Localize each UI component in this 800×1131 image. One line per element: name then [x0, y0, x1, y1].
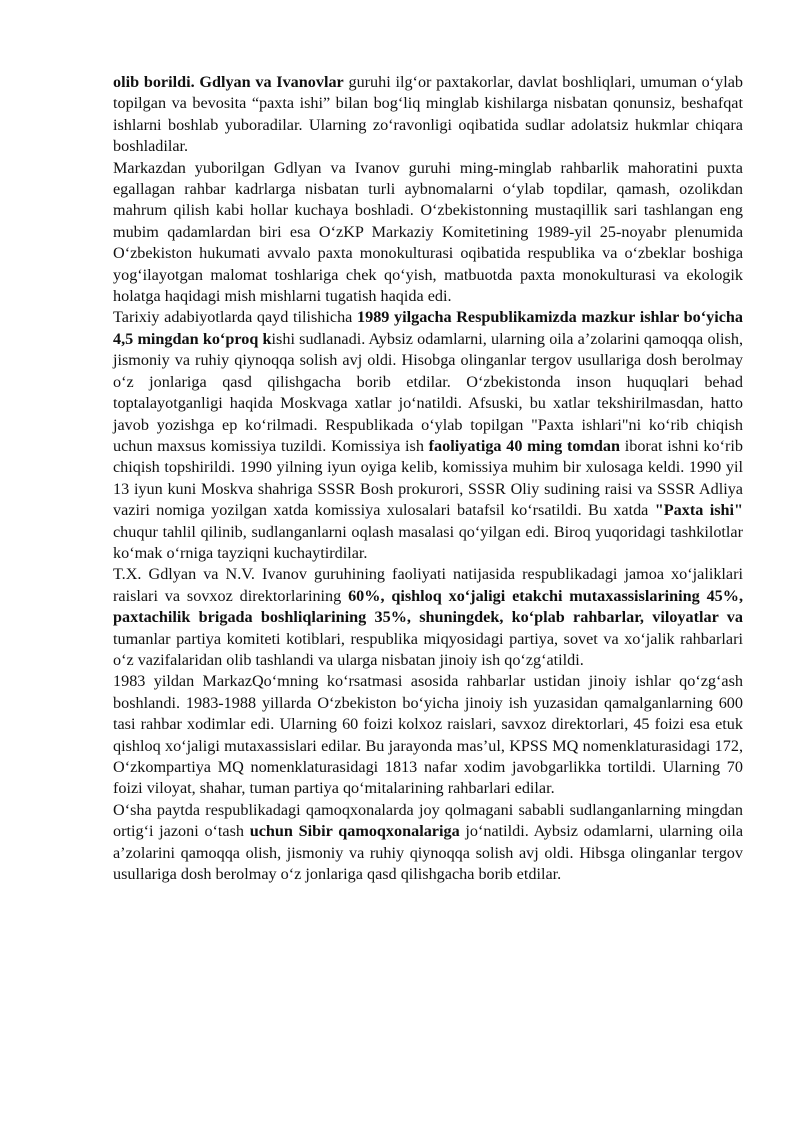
paragraph-5-text-1: 1983 yildan MarkazQo‘mning ko‘rsatmasi asosida rahbarlar ustidan jinoiy ishlar qo‘zg‘ash boshlandi. 1983-1988 yillarda O‘zbekiston bo‘yicha jinoiy ish yuzasidan qamalganlarning 600 tasi rahbar xodimlar edi. Ularning 60 foizi kolxoz raislari, savxoz direktorlari, 45 foizi esa etuk qishloq xo‘jaligi mutaxassislari edilar. Bu jarayonda mas’ul, KPSS MQ nomenklaturasidagi 172, O‘zkompartiya MQ nomenklaturasidagi 1813 nafar xodim javobgarlikka tortildi. Ularning 70 foizi viloyat, shahar, tuman partiya qo‘mitalarining rahbarlari edilar.	[113, 672, 743, 798]
paragraph-3-bold-3: "Paxta ishi"	[654, 501, 743, 520]
paragraph-2-text-1: Markazdan yuborilgan Gdlyan va Ivanov guruhi ming-minglab rahbarlik mahoratini puxta egallagan rahbar kadrlarga nisbatan turli aybnomalarni o‘ylab topdilar, qamash, ozolikdan mahrum qilish kabi hollar kuchaya boshladi. O‘zbekistonning mustaqillik sari tashlangan eng mubim qadamlardan biri esa O‘zKP Markaziy Komitetining 1989-yil 25-noyabr plenumida O‘zbekiston hukumati avvalo paxta monokulturasi oqibatida respublika va o‘zbeklar boshiga yog‘ilayotgan malomat toshlariga chek qo‘yish, matbuotda paxta monokulturasi va ekologik holatga haqidagi mish mishlarni tugatish haqida edi.	[113, 158, 743, 306]
paragraph-4	[113, 564, 743, 671]
paragraph-1-text-1: guruhi ilg‘or paxtakorlar, davlat boshliqlari, umuman o‘ylab topilgan va bevosita “paxta ishi” bilan bog‘liq minglab kishilarga nisbatan qonunsiz, beshafqat ishlarni boshlab yuboradilar. Ularning zo‘ravonligi oqibatida sudlar adolatsiz hukmlar chiqara boshladilar.	[113, 73, 744, 156]
paragraph-4-bold-1: 60%, qishloq xo‘jaligi etakchi mutaxassislarining 45%, paxtachilik brigada boshliqlarining 35%, shuningdek, ko‘plab rahbarlar, viloyatlar va	[113, 586, 744, 627]
paragraph-4-text-2: tumanlar partiya komiteti kotiblari, respublika miqyosidagi partiya, sovet va xo‘jalik rahbarlari o‘z vazifalaridan olib tashlandi va ularga nisbatan jinoiy ish qo‘zg‘atildi.	[113, 629, 743, 669]
paragraph-3-text-3: iborat ishni ko‘rib chiqish topshirildi. 1990 yilning iyun oyiga kelib, komissiya muhim bir xulosaga keldi. 1990 yil 13 iyun kuni Moskva shahriga SSSR Bosh prokurori, SSSR Oliy sudining raisi va SSSR Adliya vaziri nomiga yozilgan xatda komissiya xulosalari batafsil ko‘rsatildi. Bu xatda	[113, 436, 743, 520]
paragraph-1-bold-1: olib borildi. Gdlyan va Ivanovlar	[113, 73, 344, 91]
document-page	[113, 72, 743, 885]
paragraph-6-text-2: jo‘natildi. Aybsiz odamlarni, ularning oila a’zolarini qamoqqa olish, jismoniy va ruhiy qiynoqqa solish avj oldi. Hibsga olinganlar tergov usullariga dosh berolmay o‘z jonlariga qasd qilishgacha borib etdilar.	[113, 822, 744, 884]
paragraph-3-text-2: ishi sudlanadi. Aybsiz odamlarni, ularning oila a’zolarini qamoqqa olish, jismoniy va ruhiy qiynoqqa solish avj oldi. Hisobga olinganlar tergov usullariga dosh berolmay o‘z jonlariga qasd qilishgacha borib etdilar. O‘zbekistonda inson huquqlari behad toptalayotganligi haqida Moskvaga xatlar jo‘natildi. Afsuski, bu xatlar tekshirilmasdan, hatto javob yozishga ep ko‘rilmadi. Respublikada o‘ylab topilgan "Paxta ishlari"ni ko‘rib chiqish uchun maxsus komissiya tuzildi. Komissiya ish	[113, 329, 743, 455]
paragraph-3-text-1: Tarixiy adabiyotlarda qayd tilishicha	[113, 308, 357, 327]
paragraph-2	[113, 158, 743, 308]
paragraph-6-text-1: O‘sha paytda respublikadagi qamoqxonalarda joy qolmagani sababli sudlanganlarning mingdan ortig‘i jazoni o‘tash	[113, 800, 743, 841]
paragraph-3-text-4: chuqur tahlil qilinib, sudlanganlarni oqlash masalasi qo‘yilgan edi. Biroq yuqoridagi tashkilotlar ko‘mak o‘rniga tayziqni kuchaytirdilar.	[113, 522, 743, 562]
paragraph-4-text-1: T.X. Gdlyan va N.V. Ivanov guruhining faoliyati natijasida respublikadagi jamoa xo‘jaliklari raislari va sovxoz direktorlarining	[113, 565, 743, 605]
paragraph-3-bold-2: faoliyatiga 40 ming tomdan	[428, 436, 621, 455]
paragraph-5	[113, 671, 743, 799]
paragraph-3	[113, 307, 743, 564]
paragraph-6	[113, 800, 743, 886]
paragraph-6-bold-1: uchun Sibir qamoqxonalariga	[249, 822, 460, 841]
paragraph-1	[113, 72, 743, 158]
paragraph-3-bold-1: 1989 yilgacha Respublikamizda mazkur ishlar bo‘yicha 4,5 mingdan ko‘proq k	[113, 308, 743, 348]
